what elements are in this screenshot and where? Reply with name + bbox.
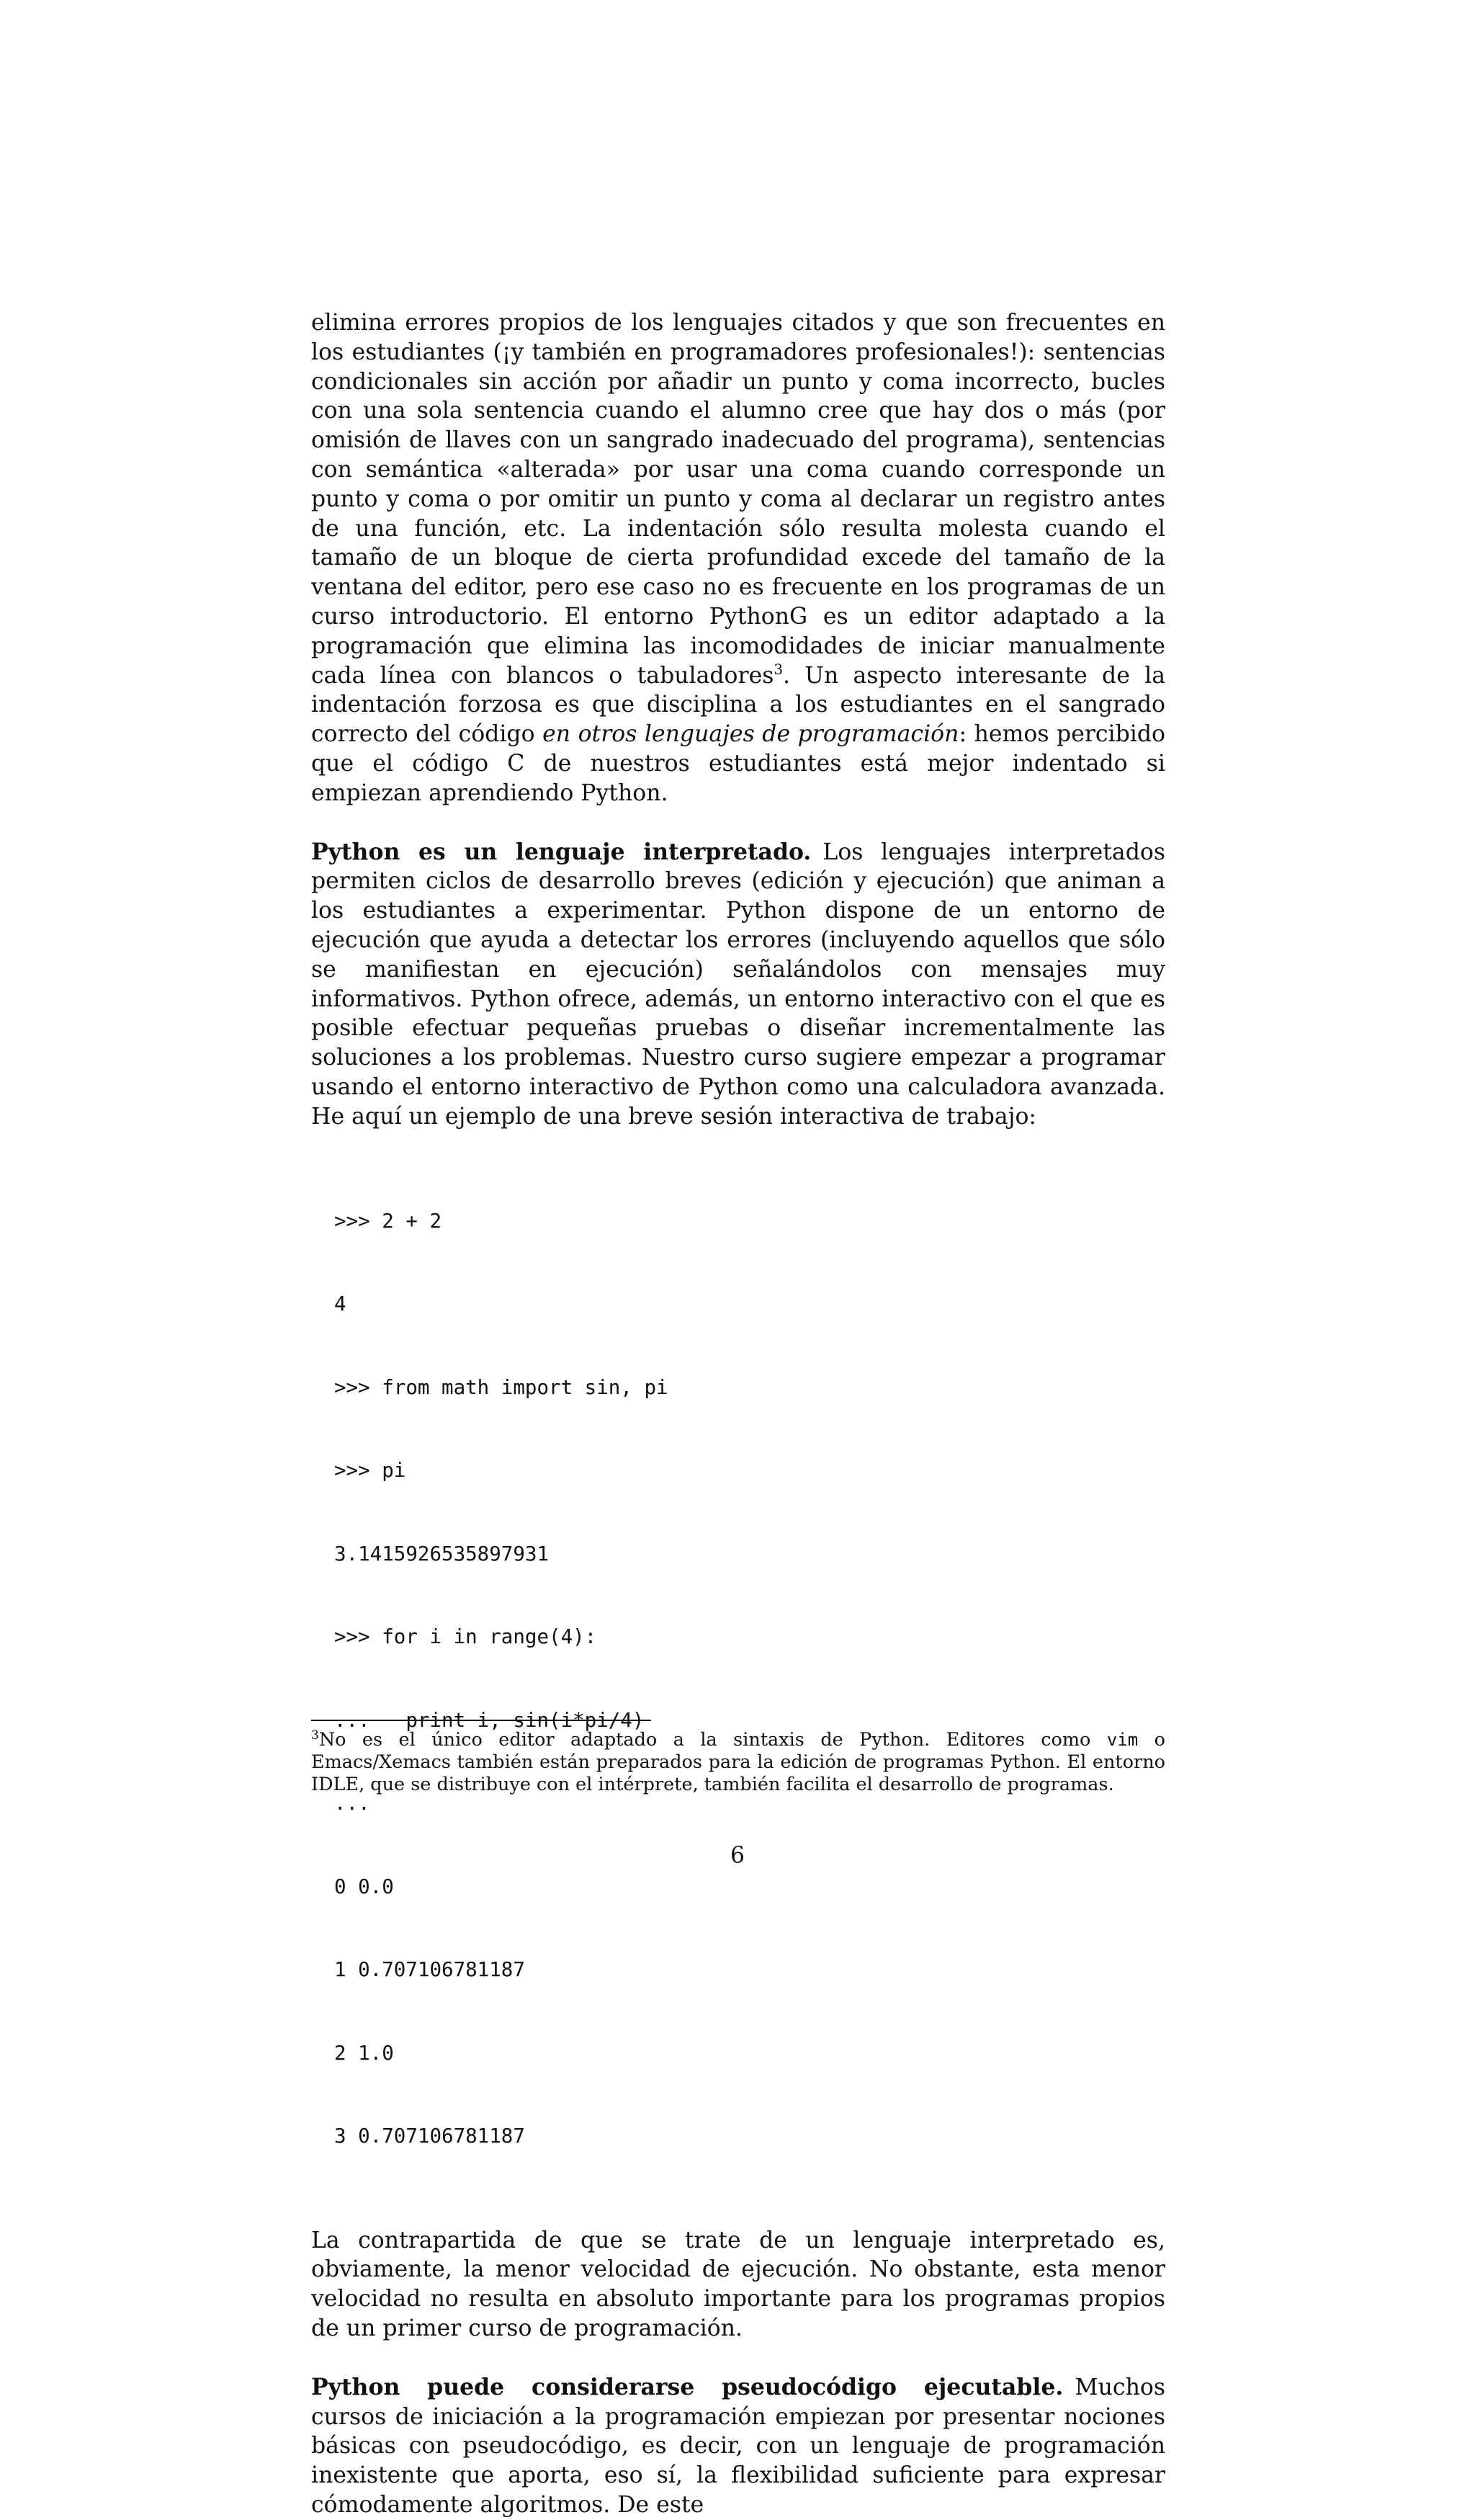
paragraph-text: . Un aspecto interesante de la indentación forzosa es que disciplina a los estudiantes en el sangrado correcto del código [311, 662, 1165, 748]
code-line: 0 0.0 [334, 1875, 394, 1898]
code-line: 2 1.0 [334, 2041, 394, 2065]
footnote-reference[interactable]: 3 [774, 660, 784, 678]
footnote-code: vim [1106, 1730, 1139, 1750]
code-block [334, 1152, 1165, 2206]
paragraph-interpreted [311, 838, 1165, 1132]
footnote-mark: 3 [311, 1728, 319, 1743]
code-line: >>> 2 + 2 [334, 1209, 442, 1233]
paragraph-text: : hemos percibido que el código C de nuestros estudiantes está mejor indentado si empiezan aprendiendo Python. [311, 721, 1166, 806]
code-line: >>> for i in range(4): [334, 1625, 597, 1649]
code-line: 4 [334, 1292, 346, 1316]
page-number: 6 [730, 1843, 745, 1869]
paragraph-pseudocode [311, 2373, 1165, 2520]
section-heading: Python es un lenguaje interpretado. [311, 838, 812, 865]
footnote-text: o Emacs/Xemacs también están preparados para la edición de programas Python. El entorno IDLE, que se distribuye con el intérprete, también facilita el desarrollo de programas. [311, 1729, 1165, 1795]
footnote [311, 1729, 1165, 1796]
footnote-text: No es el único editor adaptado a la sintaxis de Python. Editores como [318, 1729, 1107, 1751]
main-text [311, 308, 1165, 2520]
code-line: 1 0.707106781187 [334, 1958, 525, 1982]
footnote-rule [311, 1720, 651, 1721]
paragraph-indentation [311, 308, 1165, 808]
emphasis-text: en otros lenguajes de programación [542, 721, 959, 748]
code-line: ... print i, sin(i*pi/4) [334, 1708, 645, 1732]
code-line: 3 0.707106781187 [334, 2124, 525, 2148]
paragraph-text: La contrapartida de que se trate de un lenguaje interpretado es, obviamente, la menor velocidad de ejecución. No obstante, esta menor velocidad no resulta en absoluto importante para los programas propios de un primer curso de programación. [311, 2227, 1165, 2341]
section-heading: Python puede considerarse pseudocódigo ejecutable. [311, 2373, 1064, 2400]
code-line: >>> from math import sin, pi [334, 1375, 668, 1399]
code-line: ... [334, 1792, 370, 1815]
paragraph-tradeoff [311, 2226, 1165, 2343]
paragraph-text: Los lenguajes interpretados permiten ciclos de desarrollo breves (edición y ejecución) que animan a los estudiantes a experimentar. Python dispone de un entorno de ejecución que ayuda a detectar los errores (incluyendo aquellos que sólo se manifiestan en ejecución) señalándolos con mensajes muy informativos. Python ofrece, además, un entorno interactivo con el que es posible efectuar pequeñas pruebas o diseñar incrementalmente las soluciones a los problemas. Nuestro curso sugiere empezar a programar usando el entorno interactivo de Python como una calculadora avanzada. He aquí un ejemplo de una breve sesión interactiva de trabajo: [311, 839, 1165, 1130]
paragraph-text: elimina errores propios de los lenguajes citados y que son frecuentes en los estudiantes (¡y también en programadores profesionales!): sentencias condicionales sin acción por añadir un punto y coma incorrecto, bucles con una sola sentencia cuando el alumno cree que hay dos o más (por omisión de llaves con un sangrado inadecuado del programa), sentencias con semántica «alterada» por usar una coma cuando corresponde un punto y coma o por omitir un punto y coma al declarar un registro antes de una función, etc. La indentación sólo resulta molesta cuando el tamaño de un bloque de cierta profundidad excede del tamaño de la ventana del editor, pero ese caso no es frecuente en los programas de un curso introductorio. El entorno PythonG es un editor adaptado a la programación que elimina las incomodidades de iniciar manualmente cada línea con blancos o tabuladores [311, 310, 1165, 689]
code-line: >>> pi [334, 1459, 406, 1483]
code-line: 3.1415926535897931 [334, 1542, 550, 1565]
paragraph-text: Muchos cursos de iniciación a la programación empiezan por presentar nociones básicas con pseudocódigo, es decir, con un lenguaje de programación inexistente que aporta, eso sí, la flexibilidad suficiente para expresar cómodamente algoritmos. De este [311, 2374, 1165, 2518]
